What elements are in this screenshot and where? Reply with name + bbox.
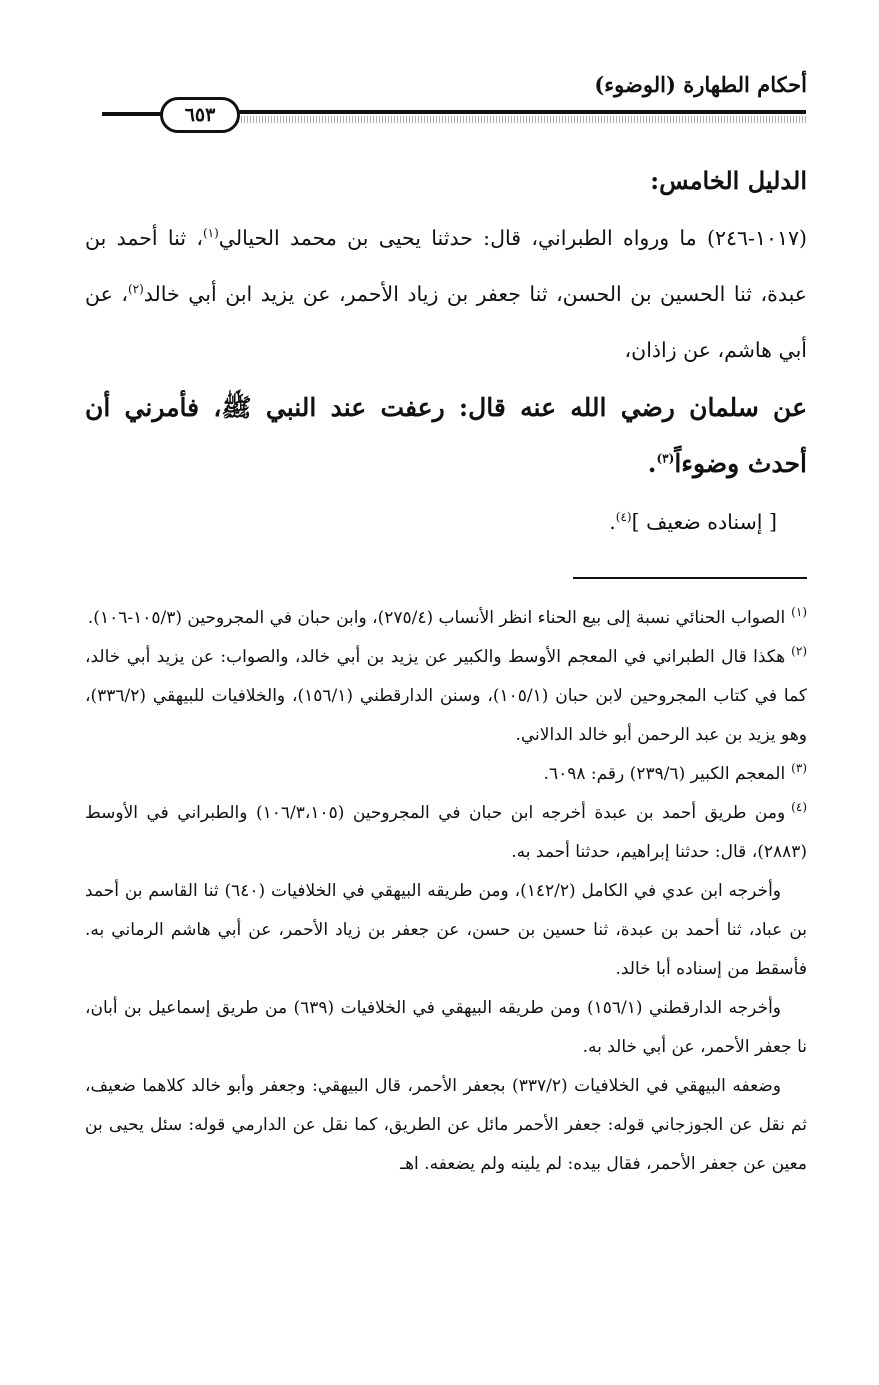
verdict-text: [ إسناده ضعيف ] bbox=[631, 510, 777, 534]
footnote-marker-1: (١) bbox=[791, 605, 807, 620]
verdict-end: . bbox=[609, 510, 616, 534]
footnote-ref-1[interactable]: (١) bbox=[202, 226, 219, 241]
hadith-text bbox=[85, 380, 807, 492]
footnote-2-text: هكذا قال الطبراني في المعجم الأوسط والكبير عن يزيد بن أبي خالد، والصواب: عن يزيد أبي خالد، كما في كتاب المجروحين لابن حبان (١٠٥/١)، وسنن الدارقطني (١٥٦/١)، والخلافيات للبيهقي (٣٣٦/٢)، وهو يزيد بن عبد الرحمن أبو خالد الدالاني. bbox=[85, 647, 808, 745]
footnote-marker-4: (٤) bbox=[791, 800, 807, 815]
footnote-4-text: ومن طريق أحمد بن عبدة أخرجه ابن حبان في المجروحين (١٠٦/٣،١٠٥) والطبراني في الأوسط (٢٨٨٣)، قال: حدثنا إبراهيم، حدثنا أحمد به. bbox=[85, 803, 807, 862]
main-text bbox=[85, 158, 807, 550]
grading-verdict bbox=[85, 494, 807, 550]
header-rule-shading bbox=[232, 116, 806, 123]
footnote-1 bbox=[85, 599, 807, 638]
page-number-badge: ٦٥٣ bbox=[160, 97, 240, 133]
footnote-separator bbox=[573, 577, 807, 579]
footnote-1-text: الصواب الحنائي نسبة إلى بيع الحناء انظر الأنساب (٢٧٥/٤)، وابن حبان في المجروحين (١٠٥/٣-١٠٦). bbox=[87, 608, 786, 628]
hadith-matn: عن سلمان رضي الله عنه قال: رعفت عند النبي ﷺ، فأمرني أن أحدث وضوءاً bbox=[85, 393, 807, 478]
section-title: الدليل الخامس: bbox=[650, 166, 807, 195]
isnad-paragraph bbox=[85, 210, 807, 378]
footnote-4-para-b: وأخرجه الدارقطني (١٥٦/١) ومن طريقه البيهقي في الخلافيات (٦٣٩) من طريق إسماعيل بن أبان، نا جعفر الأحمر، عن أبي خالد به. bbox=[85, 998, 807, 1057]
header-rule-right bbox=[232, 110, 806, 114]
footnote-4 bbox=[85, 794, 807, 872]
footnote-marker-2: (٢) bbox=[791, 644, 807, 659]
footnote-2 bbox=[85, 638, 807, 755]
isnad-text-b: ، ثنا أحمد بن عبدة، ثنا الحسين بن الحسن، ثنا جعفر بن زياد الأحمر، عن يزيد ابن أبي خالد bbox=[85, 226, 807, 306]
header-rule-left bbox=[102, 112, 164, 116]
isnad-text-c: ، عن أبي هاشم، عن زاذان، bbox=[85, 282, 807, 362]
footnote-marker-3: (٣) bbox=[791, 761, 807, 776]
footnote-3-text: المعجم الكبير (٢٣٩/٦) رقم: ٦٠٩٨. bbox=[543, 764, 786, 784]
running-header-title: أحكام الطهارة (الوضوء) bbox=[594, 72, 807, 97]
footnote-ref-4[interactable]: (٤) bbox=[615, 510, 632, 525]
footnote-4-para-a: وأخرجه ابن عدي في الكامل (١٤٢/٢)، ومن طريقه البيهقي في الخلافيات (٦٤٠) ثنا القاسم بن أحمد بن عباد، ثنا أحمد بن عبدة، ثنا حسين بن حسن، عن جعفر بن زياد الأحمر، عن أبي هاشم الرماني به. فأسقط من إسناده أبا خالد. bbox=[85, 881, 807, 979]
footnote-3 bbox=[85, 755, 807, 794]
isnad-text-a: (١٠١٧-٢٤٦) ما ورواه الطبراني، قال: حدثنا يحيى بن محمد الحيالي bbox=[218, 226, 807, 250]
footnote-ref-2[interactable]: (٢) bbox=[127, 282, 144, 297]
footnotes-section bbox=[85, 599, 807, 1184]
footnote-ref-3[interactable]: (٣) bbox=[656, 451, 675, 466]
footnote-4-para-c: وضعفه البيهقي في الخلافيات (٣٣٧/٢) بجعفر الأحمر، قال البيهقي: وجعفر وأبو خالد كلاهما ضعيف، ثم نقل عن الجوزجاني قوله: جعفر الأحمر مائل عن الطريق، كما نقل عن الدارمي قوله: سئل يحيى بن معين عن جعفر الأحمر، فقال بيده: لم يلينه ولم يضعفه. اهـ bbox=[85, 1076, 807, 1174]
hadith-end: . bbox=[647, 449, 657, 478]
